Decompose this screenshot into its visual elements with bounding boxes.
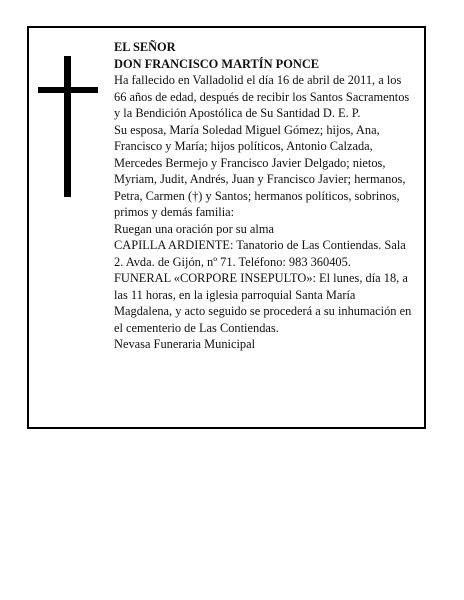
prayer-line: Ruegan una oración por su alma: [114, 221, 274, 236]
family-paragraph: Su esposa, María Soledad Miguel Gómez; hijos, Ana, Francisco y María; hijos políticos, Antonio Calzada, Mercedes Bermejo y Francisco Javier Delgado; nietos, Myriam, Judit, Andrés, Juan y Francisco Javier; hermanos, Petra, Carmen (†) y Santos; hermanos políticos, sobrinos, primos y demás familia:: [114, 122, 406, 219]
deceased-name: DON FRANCISCO MARTÍN PONCE: [114, 56, 320, 71]
obituary-text: [114, 39, 416, 353]
funeral-paragraph: FUNERAL «CORPORE INSEPULTO»: El lunes, día 18, a las 11 horas, en la iglesia parroquial Santa María Magdalena, y acto seguido se procederá a su inhumación en el cementerio de Las Contiendas.: [114, 271, 412, 335]
chapel-paragraph: CAPILLA ARDIENTE: Tanatorio de Las Contiendas. Sala 2. Avda. de Gijón, nº 71. Teléfono: 983 360405.: [114, 238, 406, 269]
cross-icon: [38, 56, 98, 197]
funeral-home: Nevasa Funeraria Municipal: [114, 337, 256, 351]
death-paragraph: Ha fallecido en Valladolid el día 16 de abril de 2011, a los 66 años de edad, después de recibir los Santos Sacramentos y la Bendición Apostólica de Su Santidad D. E. P.: [114, 73, 410, 120]
title-line: EL SEÑOR: [114, 40, 176, 54]
